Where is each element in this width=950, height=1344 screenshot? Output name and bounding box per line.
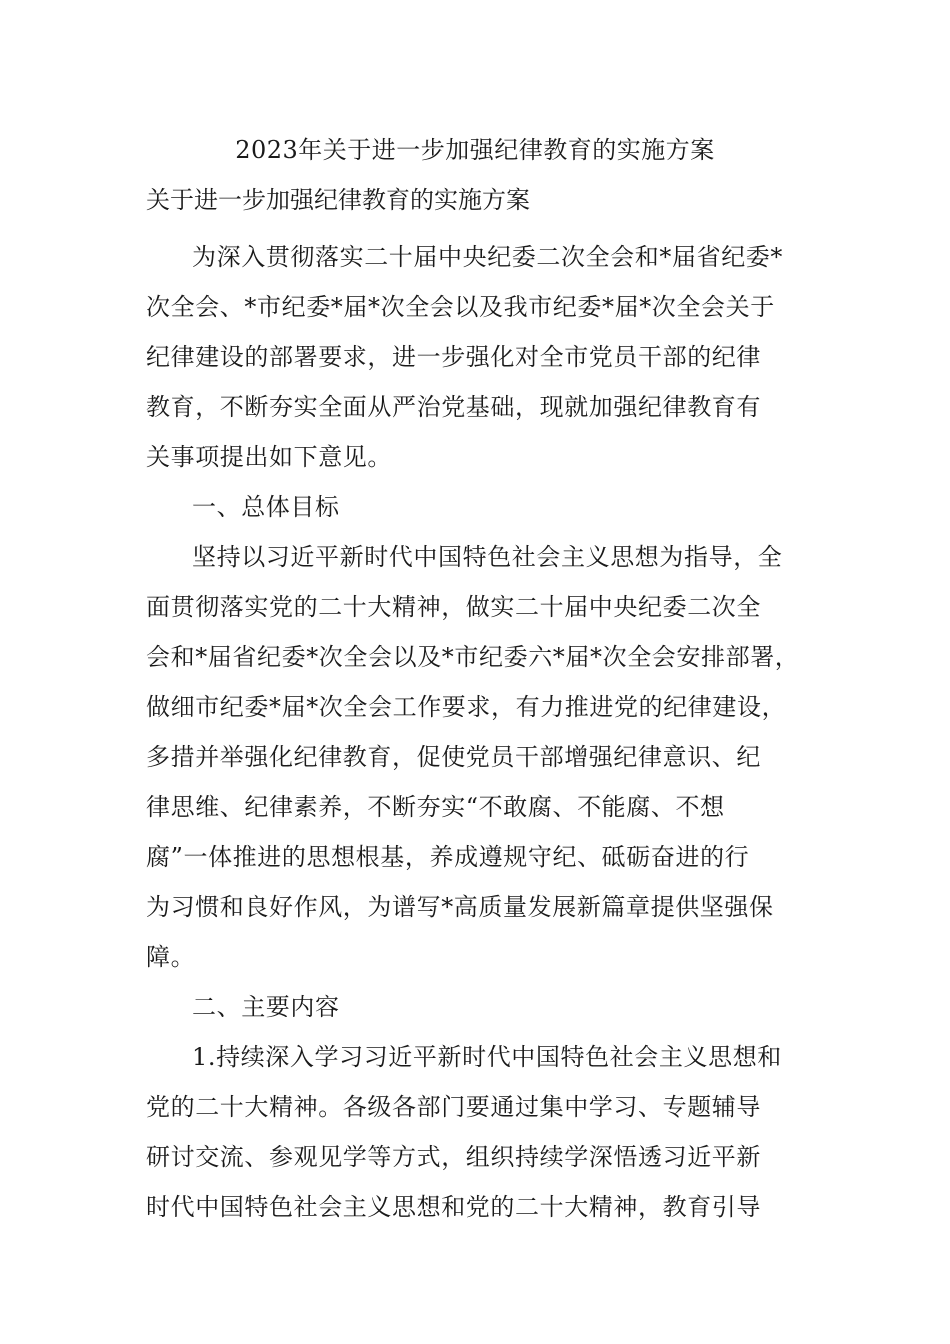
document-body [146, 232, 816, 1232]
text-line: 面贯彻落实党的二十大精神，做实二十届中央纪委二次全 [146, 593, 761, 621]
text-line: 关事项提出如下意见。 [146, 443, 392, 471]
text-line: 二、主要内容 [192, 993, 340, 1021]
text-line: 为习惯和良好作风，为谱写*高质量发展新篇章提供坚强保 [146, 893, 774, 921]
text-line: 腐”一体推进的思想根基，养成遵规守纪、砥砺奋进的行 [146, 843, 750, 871]
document-title: 2023年关于进一步加强纪律教育的实施方案 [235, 136, 715, 164]
text-line: 一、总体目标 [192, 493, 340, 521]
text-line: 时代中国特色社会主义思想和党的二十大精神，教育引导 [146, 1193, 761, 1221]
text-line: 教育，不断夯实全面从严治党基础，现就加强纪律教育有 [146, 393, 761, 421]
text-line: 为深入贯彻落实二十届中央纪委二次全会和*届省纪委* [192, 243, 783, 271]
text-line: 会和*届省纪委*次全会以及*市纪委六*届*次全会安排部署， [146, 643, 800, 671]
text-line: 障。 [146, 943, 196, 971]
text-line: 纪律建设的部署要求，进一步强化对全市党员干部的纪律 [146, 343, 761, 371]
text-line: 1.持续深入学习习近平新时代中国特色社会主义思想和 [192, 1043, 782, 1071]
text-line: 党的二十大精神。各级各部门要通过集中学习、专题辅导 [146, 1093, 761, 1121]
text-line: 做细市纪委*届*次全会工作要求，有力推进党的纪律建设， [146, 693, 787, 721]
document-subtitle: 关于进一步加强纪律教育的实施方案 [146, 186, 530, 214]
text-line: 律思维、纪律素养，不断夯实“不敢腐、不能腐、不想 [146, 793, 725, 821]
text-line: 坚持以习近平新时代中国特色社会主义思想为指导，全 [192, 543, 783, 571]
text-line: 多措并举强化纪律教育，促使党员干部增强纪律意识、纪 [146, 743, 761, 771]
text-line: 次全会、*市纪委*届*次全会以及我市纪委*届*次全会关于 [146, 293, 775, 321]
text-line: 研讨交流、参观见学等方式，组织持续学深悟透习近平新 [146, 1143, 761, 1171]
